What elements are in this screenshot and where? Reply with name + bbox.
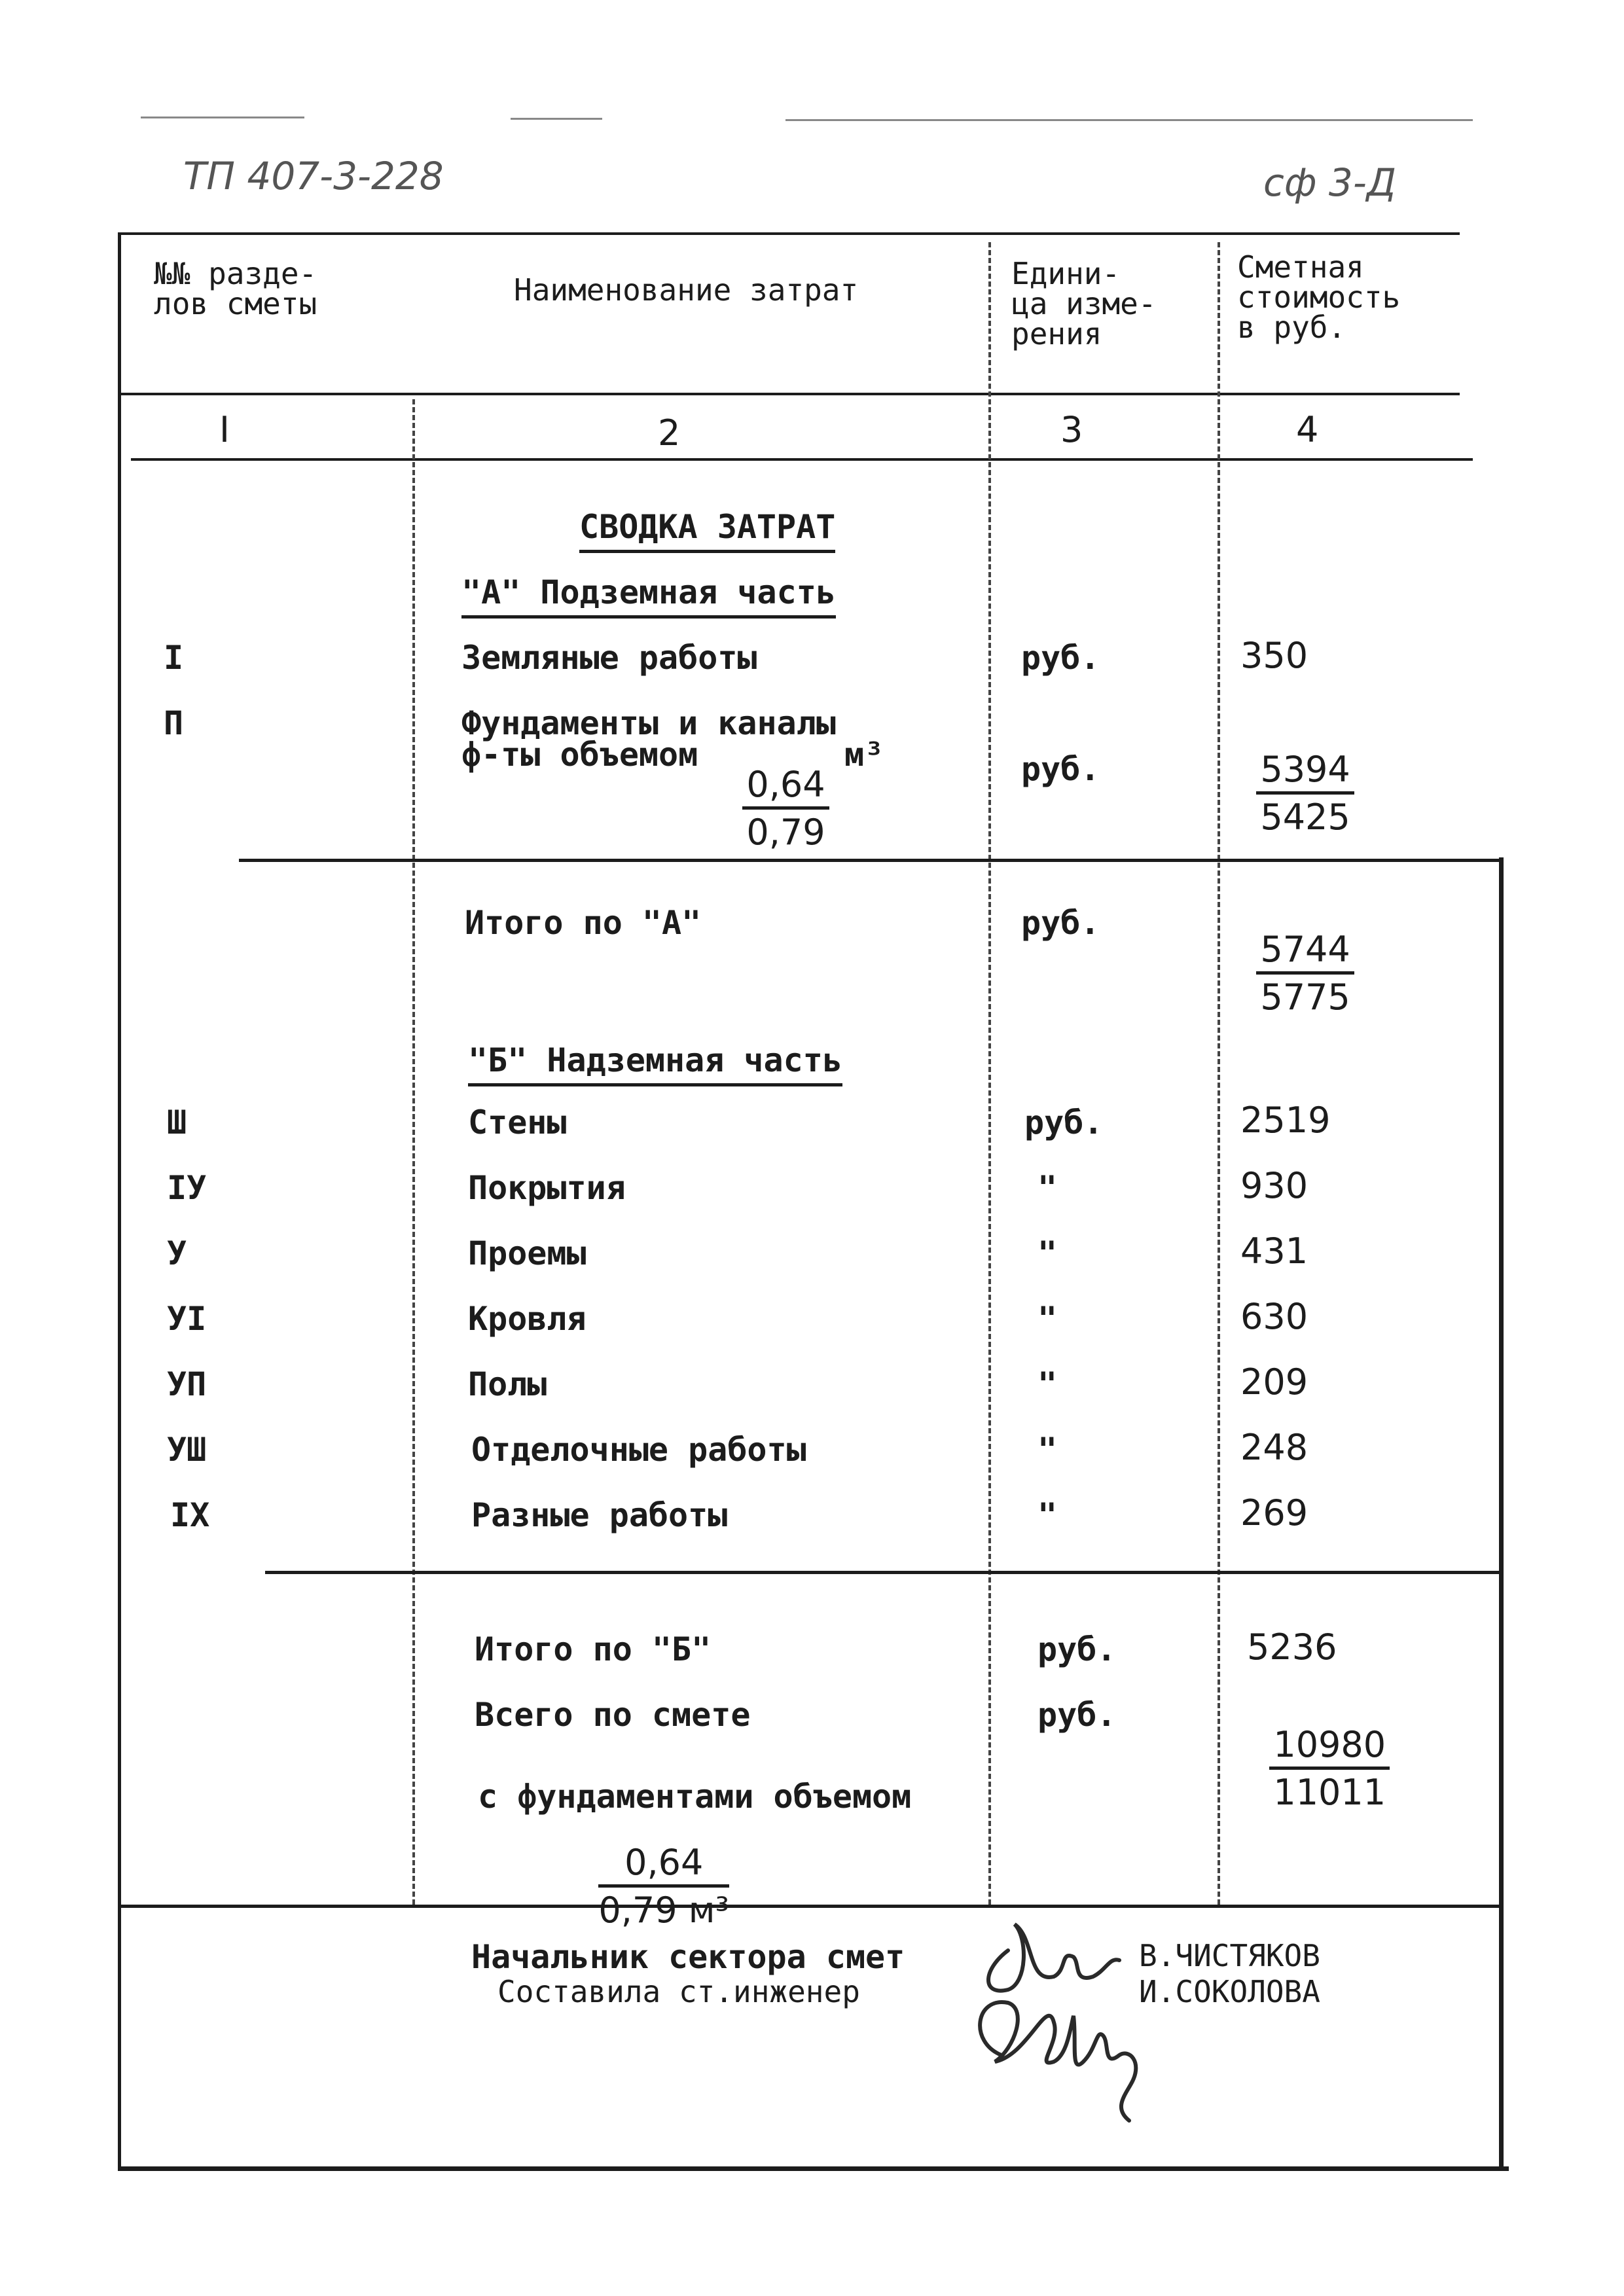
row-unit: руб. xyxy=(1024,1103,1104,1141)
subtotal-b-label: Итого по "Б" xyxy=(475,1630,712,1668)
sheet-number-stamp: сф 3-Д xyxy=(1263,160,1397,205)
column-number-4: 4 xyxy=(1296,409,1319,450)
row-section-number: УI xyxy=(167,1300,207,1338)
row-cost-name: Земляные работы xyxy=(461,639,757,677)
cost-numerator: 5394 xyxy=(1256,752,1354,795)
row-unit: " xyxy=(1038,1431,1058,1469)
row-cost-name: Полы xyxy=(468,1365,547,1403)
subtotal-a-cost xyxy=(1234,897,1354,1018)
grand-total-label: Всего по смете xyxy=(475,1696,751,1734)
row-cost-name: Разные работы xyxy=(471,1496,728,1534)
cost-denominator: 11011 xyxy=(1273,1772,1386,1813)
row-unit: " xyxy=(1038,1496,1058,1534)
header-estimated-cost: Сметная стоимость в руб. xyxy=(1237,249,1401,345)
subtotal-b-unit: руб. xyxy=(1038,1630,1117,1668)
row-section-number: УП xyxy=(167,1365,207,1403)
row-cost: 431 xyxy=(1240,1230,1308,1272)
volume-denominator: 0,79 xyxy=(746,812,825,853)
row-cost: 930 xyxy=(1240,1165,1308,1206)
header-unit: Едини- ца изме- рения xyxy=(1011,256,1157,351)
row-cost-name: Проемы xyxy=(468,1234,586,1272)
cost-numerator: 5744 xyxy=(1256,932,1354,975)
subtotal-b-rule xyxy=(265,1571,1502,1574)
table-top-line xyxy=(118,232,1460,235)
row-section-number: I xyxy=(164,639,184,677)
row-cost: 630 xyxy=(1240,1296,1308,1337)
row-unit: " xyxy=(1038,1169,1058,1207)
grand-total-volume xyxy=(576,1810,730,1931)
row-volume-label: ф-ты объемом xyxy=(461,736,698,774)
top-border-fragment xyxy=(141,117,304,118)
row-unit: " xyxy=(1038,1300,1058,1338)
row-cost: 2519 xyxy=(1240,1100,1331,1141)
row-volume-fraction xyxy=(720,732,829,853)
column-numbers-bottom-line xyxy=(131,458,1473,461)
column-number-3: 3 xyxy=(1060,409,1083,450)
row-section-number: УШ xyxy=(167,1431,207,1469)
row-section-number: У xyxy=(167,1234,187,1272)
row-cost-name: Стены xyxy=(468,1103,567,1141)
grand-total-note: с фундаментами объемом xyxy=(478,1778,912,1816)
cost-denominator: 5425 xyxy=(1260,797,1350,838)
cost-numerator: 10980 xyxy=(1269,1727,1390,1770)
signatory-name-head: В.ЧИСТЯКОВ xyxy=(1139,1938,1320,1973)
signature-section-rule xyxy=(121,1905,1502,1908)
volume-denominator: 0,79 м³ xyxy=(598,1890,730,1931)
volume-numerator: 0,64 xyxy=(598,1845,729,1888)
row-cost: 269 xyxy=(1240,1492,1308,1534)
summary-title: СВОДКА ЗАТРАТ xyxy=(579,508,835,553)
section-b-heading: "Б" Надземная часть xyxy=(468,1041,842,1086)
row-cost: 209 xyxy=(1240,1361,1308,1403)
row-cost-name: Кровля xyxy=(468,1300,586,1338)
document-code-stamp: ТП 407-3-228 xyxy=(183,154,444,198)
row-cost-fraction xyxy=(1234,717,1354,838)
row-cost: 248 xyxy=(1240,1427,1308,1468)
signatory-name-engineer: И.СОКОЛОВА xyxy=(1139,1974,1320,2009)
row-cost-name: Покрытия xyxy=(468,1169,626,1207)
top-border-fragment xyxy=(511,118,602,120)
row-unit: руб. xyxy=(1021,750,1100,788)
grand-total-cost xyxy=(1247,1692,1390,1813)
column-number-1: I xyxy=(219,409,230,450)
top-border-fragment xyxy=(785,119,1473,121)
volume-numerator: 0,64 xyxy=(742,767,829,810)
table-bottom-border xyxy=(118,2166,1509,2171)
row-unit: " xyxy=(1038,1234,1058,1272)
row-section-number: П xyxy=(164,704,184,742)
row-section-number: IУ xyxy=(167,1169,207,1207)
cost-denominator: 5775 xyxy=(1260,977,1350,1018)
column-number-2: 2 xyxy=(658,412,681,454)
header-cost-name: Наименование затрат xyxy=(514,272,859,308)
signatory-role-engineer: Составила ст.инженер xyxy=(497,1974,860,2009)
signatory-role-head: Начальник сектора смет xyxy=(471,1938,905,1976)
subtotal-b-cost: 5236 xyxy=(1247,1626,1337,1668)
row-cost: 350 xyxy=(1240,635,1308,676)
column-separator-3 xyxy=(1218,242,1220,1905)
row-cost-name: Отделочные работы xyxy=(471,1431,806,1469)
header-bottom-line xyxy=(118,393,1460,395)
column-separator-1 xyxy=(412,399,415,1905)
row-unit: " xyxy=(1038,1365,1058,1403)
header-section-number: №№ разде- лов сметы xyxy=(154,256,317,321)
volume-unit: м³ xyxy=(844,736,884,774)
subtotal-a-label: Итого по "А" xyxy=(465,904,702,942)
section-a-heading: "А" Подземная часть xyxy=(461,573,836,619)
column-separator-2 xyxy=(988,242,991,1905)
subtotal-a-rule xyxy=(239,859,1502,862)
table-right-border xyxy=(1499,857,1504,2170)
row-unit: руб. xyxy=(1021,639,1100,677)
grand-total-unit: руб. xyxy=(1038,1696,1117,1734)
row-section-number: Ш xyxy=(167,1103,187,1141)
subtotal-a-unit: руб. xyxy=(1021,904,1100,942)
row-section-number: IX xyxy=(170,1496,210,1534)
handwritten-signature xyxy=(956,1898,1165,2147)
row-cost-name: Фундаменты и каналы xyxy=(461,704,836,742)
table-left-border xyxy=(118,232,121,2170)
